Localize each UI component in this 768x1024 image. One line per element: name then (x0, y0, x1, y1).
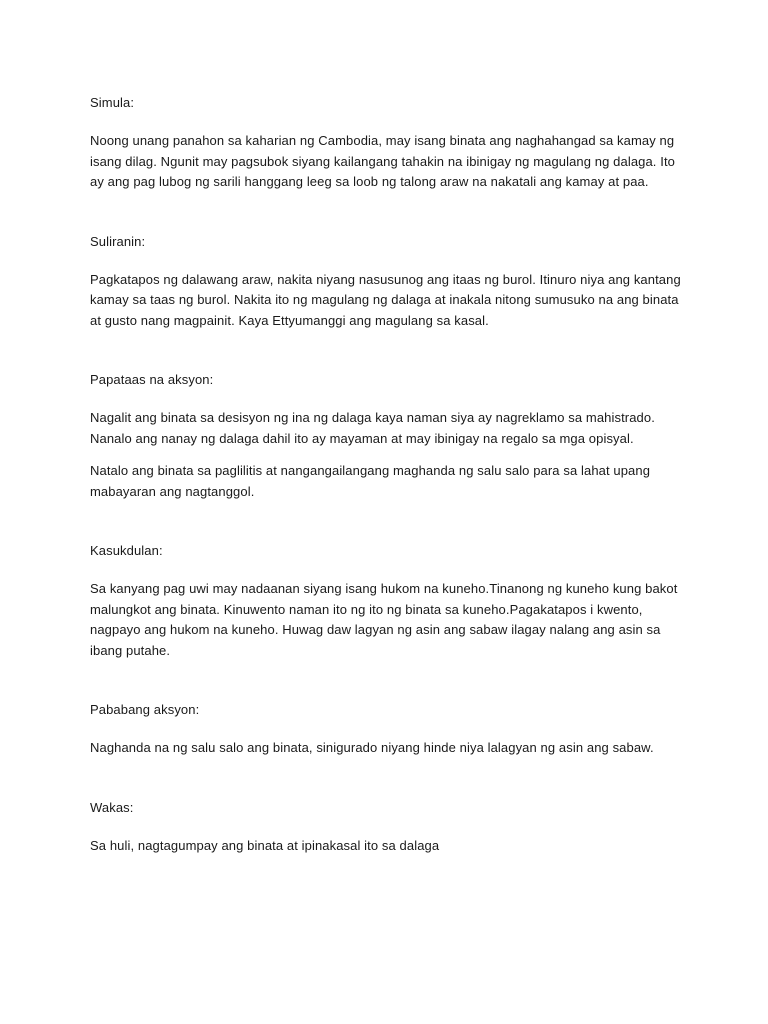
section-paragraph: Nagalit ang binata sa desisyon ng ina ng dalaga kaya naman siya ay nagreklamo sa mahistrado. Nanalo ang nanay ng dalaga dahil ito ay mayaman at may ibinigay na regalo sa mga opisyal. (90, 410, 655, 446)
section-kasukdulan (90, 541, 690, 661)
section-paragraph: Sa kanyang pag uwi may nadaanan siyang isang hukom na kuneho.Tinanong ng kuneho kung bakot malungkot ang binata. Kinuwento naman ito ng ito ng binata sa kuneho.Pagakatapos i kwento, nagpayo ang hukom na kuneho. Huwag daw lagyan ng asin ang sabaw ilagay nalang ang asin sa ibang putahe. (90, 581, 678, 658)
document-body (90, 93, 690, 868)
section-paragraph: Naghanda na ng salu salo ang binata, sinigurado niyang hinde niya lalagyan ng asin ang sabaw. (90, 740, 654, 755)
section-papataas-na-aksyon (90, 370, 690, 502)
section-suliranin (90, 232, 690, 332)
section-paragraph: Natalo ang binata sa paglilitis at nangangailangang maghanda ng salu salo para sa lahat upang mabayaran ang nagtanggol. (90, 463, 651, 499)
section-heading: Papataas na aksyon: (90, 372, 214, 387)
section-heading: Simula: (90, 95, 135, 110)
section-heading: Suliranin: (90, 233, 146, 249)
section-heading: Wakas: (90, 799, 134, 815)
section-paragraph: Sa huli, nagtagumpay ang binata at ipinakasal ito sa dalaga (90, 837, 440, 853)
section-paragraph: Pagkatapos ng dalawang araw, nakita niyang nasusunog ang itaas ng burol. Itinuro niya ang kantang kamay sa taas ng burol. Nakita ito ng magulang ng dalaga at inakala nitong sumusuko na ang binata at gusto nang magpainit. Kaya Ettyumanggi ang magulang sa kasal. (90, 271, 681, 328)
section-wakas (90, 798, 690, 857)
section-pababang-aksyon (90, 700, 690, 759)
section-simula (90, 93, 690, 193)
section-heading: Pababang aksyon: (90, 702, 200, 717)
section-paragraph: Noong unang panahon sa kaharian ng Cambodia, may isang binata ang naghahangad sa kamay ng isang dilag. Ngunit may pagsubok siyang kailangang tahakin na ibinigay ng magulang ng dalaga. Ito ay ang pag lubog ng sarili hanggang leeg sa loob ng talong araw na nakatali ang kamay at paa. (90, 133, 675, 189)
section-heading: Kasukdulan: (90, 543, 163, 558)
